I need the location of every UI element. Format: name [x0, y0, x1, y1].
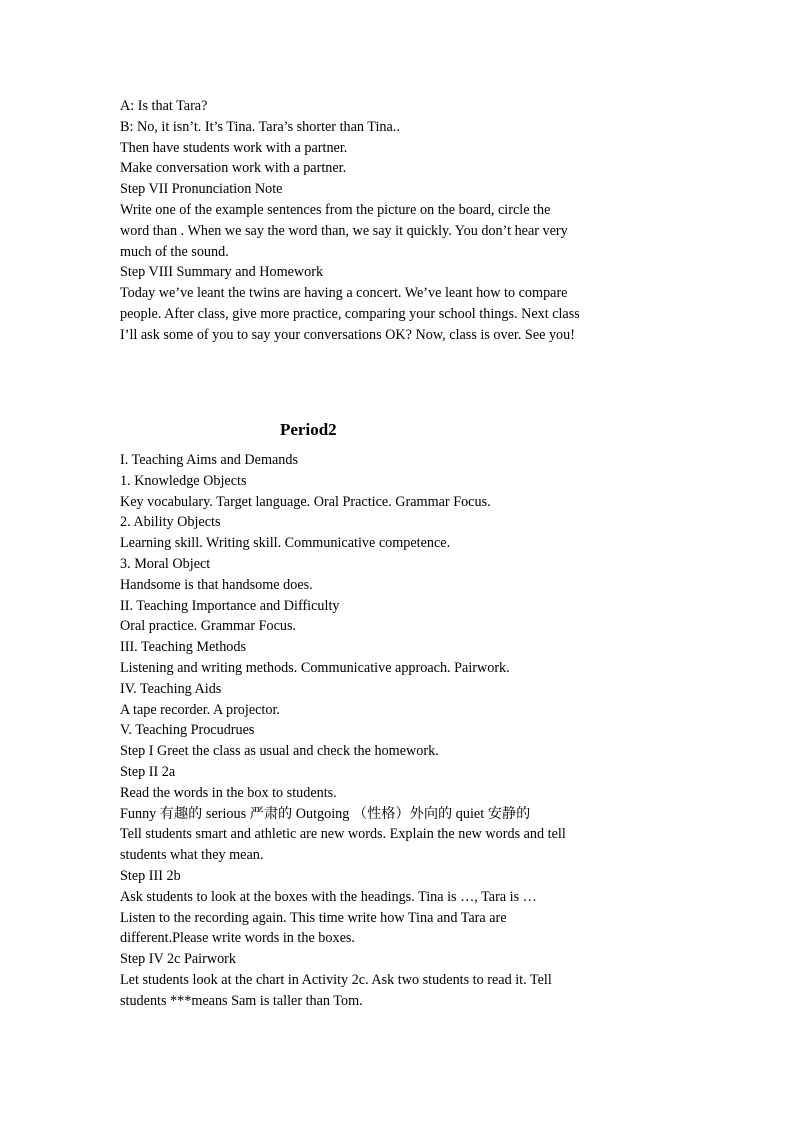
text-line: Listening and writing methods. Communicative approach. Pairwork.	[120, 659, 510, 676]
period-title: Period2	[280, 420, 337, 439]
text-line: Write one of the example sentences from the picture on the board, circle the	[120, 201, 551, 218]
text-line: I’ll ask some of you to say your conversations OK? Now, class is over. See you!	[120, 326, 575, 343]
text-line: different.Please write words in the boxes.	[120, 930, 355, 947]
text-line: Handsome is that handsome does.	[120, 576, 313, 593]
section-heading: II. Teaching Importance and Difficulty	[120, 597, 340, 614]
step-heading: Step IV 2c Pairwork	[120, 951, 236, 968]
section-heading: I. Teaching Aims and Demands	[120, 452, 299, 468]
step-heading: Step III 2b	[120, 867, 181, 884]
section-heading: III. Teaching Methods	[120, 639, 247, 656]
text-line: Read the words in the box to students.	[120, 784, 337, 801]
text-line: A tape recorder. A projector.	[120, 701, 280, 718]
text-line: Tell students smart and athletic are new words. Explain the new words and tell	[120, 826, 566, 843]
text-line: Let students look at the chart in Activity 2c. Ask two students to read it. Tell	[120, 971, 552, 988]
text-line: Then have students work with a partner.	[120, 139, 348, 156]
text-line: Key vocabulary. Target language. Oral Practice. Grammar Focus.	[120, 493, 491, 510]
step-heading: Step VII Pronunciation Note	[120, 181, 283, 198]
text-line: Make conversation work with a partner.	[120, 160, 347, 177]
subsection-heading: 3. Moral Object	[120, 555, 211, 572]
text-line: students what they mean.	[120, 847, 264, 864]
subsection-heading: 2. Ability Objects	[120, 514, 221, 531]
text-line: Listen to the recording again. This time write how Tina and Tara are	[120, 909, 507, 926]
section-heading: IV. Teaching Aids	[120, 680, 222, 697]
text-line: students ***means Sam is taller than Tom.	[120, 992, 363, 1009]
text-line: much of the sound.	[120, 243, 229, 260]
text-line: Ask students to look at the boxes with the headings. Tina is …, Tara is …	[120, 888, 537, 905]
lesson-notes-bottom	[120, 450, 670, 1012]
text-line: Learning skill. Writing skill. Communicative competence.	[120, 535, 451, 552]
text-line: B: No, it isn’t. It’s Tina. Tara’s shorter than Tina..	[120, 118, 400, 135]
text-line: Today we’ve leant the twins are having a concert. We’ve leant how to compare	[120, 285, 568, 302]
vocabulary-line: Funny 有趣的 serious 严肃的 Outgoing （性格）外向的 quiet 安静的	[120, 805, 531, 822]
text-line: people. After class, give more practice, comparing your school things. Next class	[120, 305, 580, 322]
lesson-notes-top	[120, 96, 670, 346]
step-heading: Step VIII Summary and Homework	[120, 264, 324, 281]
subsection-heading: 1. Knowledge Objects	[120, 472, 247, 489]
step-heading: Step II 2a	[120, 763, 176, 780]
text-line: Oral practice. Grammar Focus.	[120, 618, 297, 635]
text-line: word than . When we say the word than, we say it quickly. You don’t hear very	[120, 222, 568, 239]
text-line: A: Is that Tara?	[120, 98, 208, 114]
section-heading: V. Teaching Procudrues	[120, 722, 255, 739]
step-heading: Step I Greet the class as usual and check the homework.	[120, 743, 439, 760]
